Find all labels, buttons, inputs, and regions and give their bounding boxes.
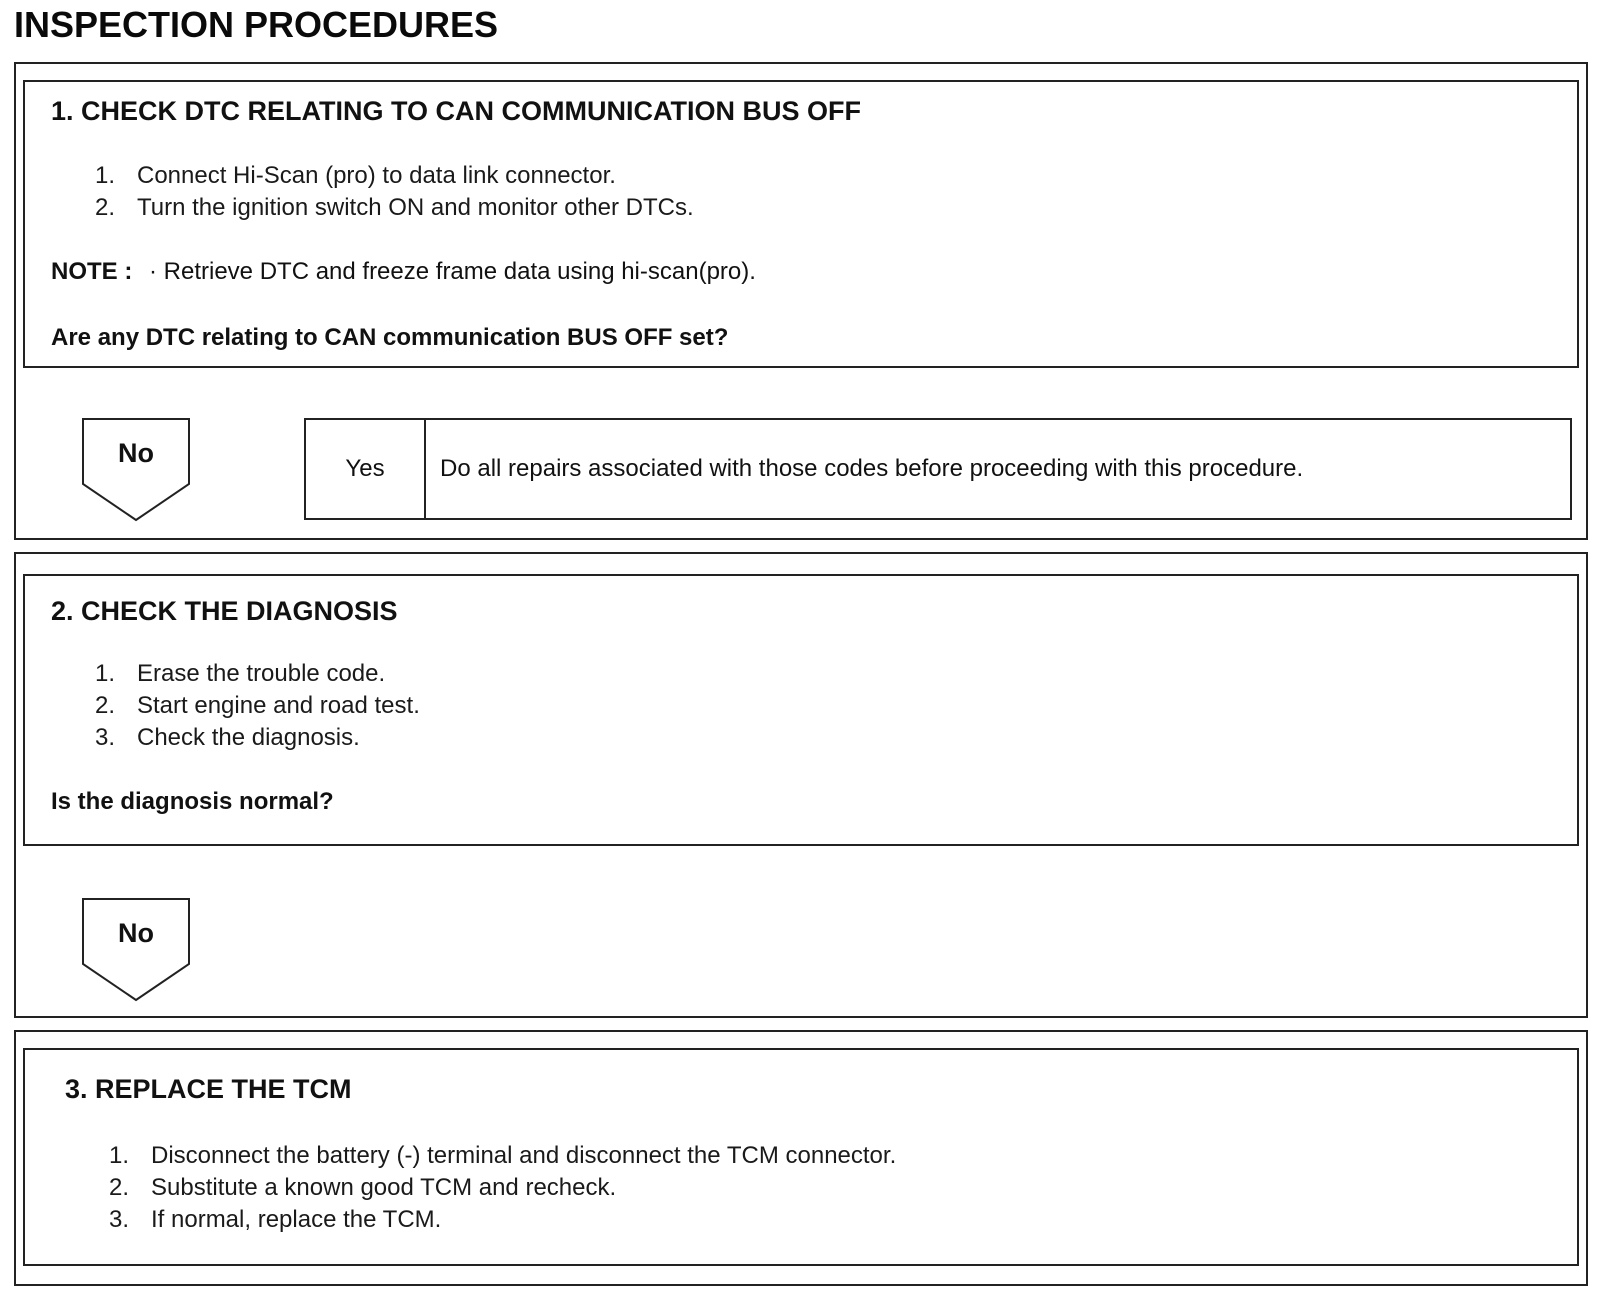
section-1-note: [51, 258, 756, 286]
section-2-steps: [95, 658, 420, 754]
section-1-no-arrow: [82, 418, 190, 522]
section-3: [14, 1030, 1588, 1286]
page-title: INSPECTION PROCEDURES: [14, 4, 499, 45]
section-1-question: Are any DTC relating to CAN communication BUS OFF set?: [51, 324, 729, 351]
section-1-title: 1. CHECK DTC RELATING TO CAN COMMUNICATION BUS OFF: [51, 96, 861, 126]
list-item: 1. Connect Hi-Scan (pro) to data link connector.: [95, 162, 616, 189]
section-2-question: Is the diagnosis normal?: [51, 788, 334, 815]
section-2-no-arrow: [82, 898, 190, 1002]
list-item: 2. Substitute a known good TCM and recheck.: [109, 1174, 617, 1201]
list-item: 3. If normal, replace the TCM.: [109, 1206, 442, 1233]
down-arrow-icon: [82, 898, 190, 1002]
section-1-steps: [95, 160, 694, 224]
section-2: [14, 552, 1588, 1018]
down-arrow-icon: [82, 418, 190, 522]
section-3-title: 3. REPLACE THE TCM: [65, 1074, 352, 1104]
note-label: NOTE :: [51, 258, 133, 285]
section-2-title: 2. CHECK THE DIAGNOSIS: [51, 596, 398, 626]
no-label: No: [118, 918, 154, 948]
list-item: 3. Check the diagnosis.: [95, 724, 360, 751]
yes-instruction: Do all repairs associated with those codes before proceeding with this procedure.: [440, 455, 1304, 482]
list-item: 1. Disconnect the battery (-) terminal and disconnect the TCM connector.: [109, 1142, 897, 1169]
section-3-content-box: [23, 1048, 1579, 1266]
section-3-steps: [109, 1140, 896, 1236]
yes-label: Yes: [306, 420, 426, 518]
section-1: [14, 62, 1588, 540]
no-label: No: [118, 438, 154, 468]
list-item: 2. Start engine and road test.: [95, 692, 420, 719]
section-1-yes-box: [304, 418, 1572, 520]
note-text: · Retrieve DTC and freeze frame data using hi-scan(pro).: [149, 258, 756, 285]
list-item: 1. Erase the trouble code.: [95, 660, 386, 687]
list-item: 2. Turn the ignition switch ON and monitor other DTCs.: [95, 194, 694, 221]
section-1-content-box: [23, 80, 1579, 368]
section-2-content-box: [23, 574, 1579, 846]
